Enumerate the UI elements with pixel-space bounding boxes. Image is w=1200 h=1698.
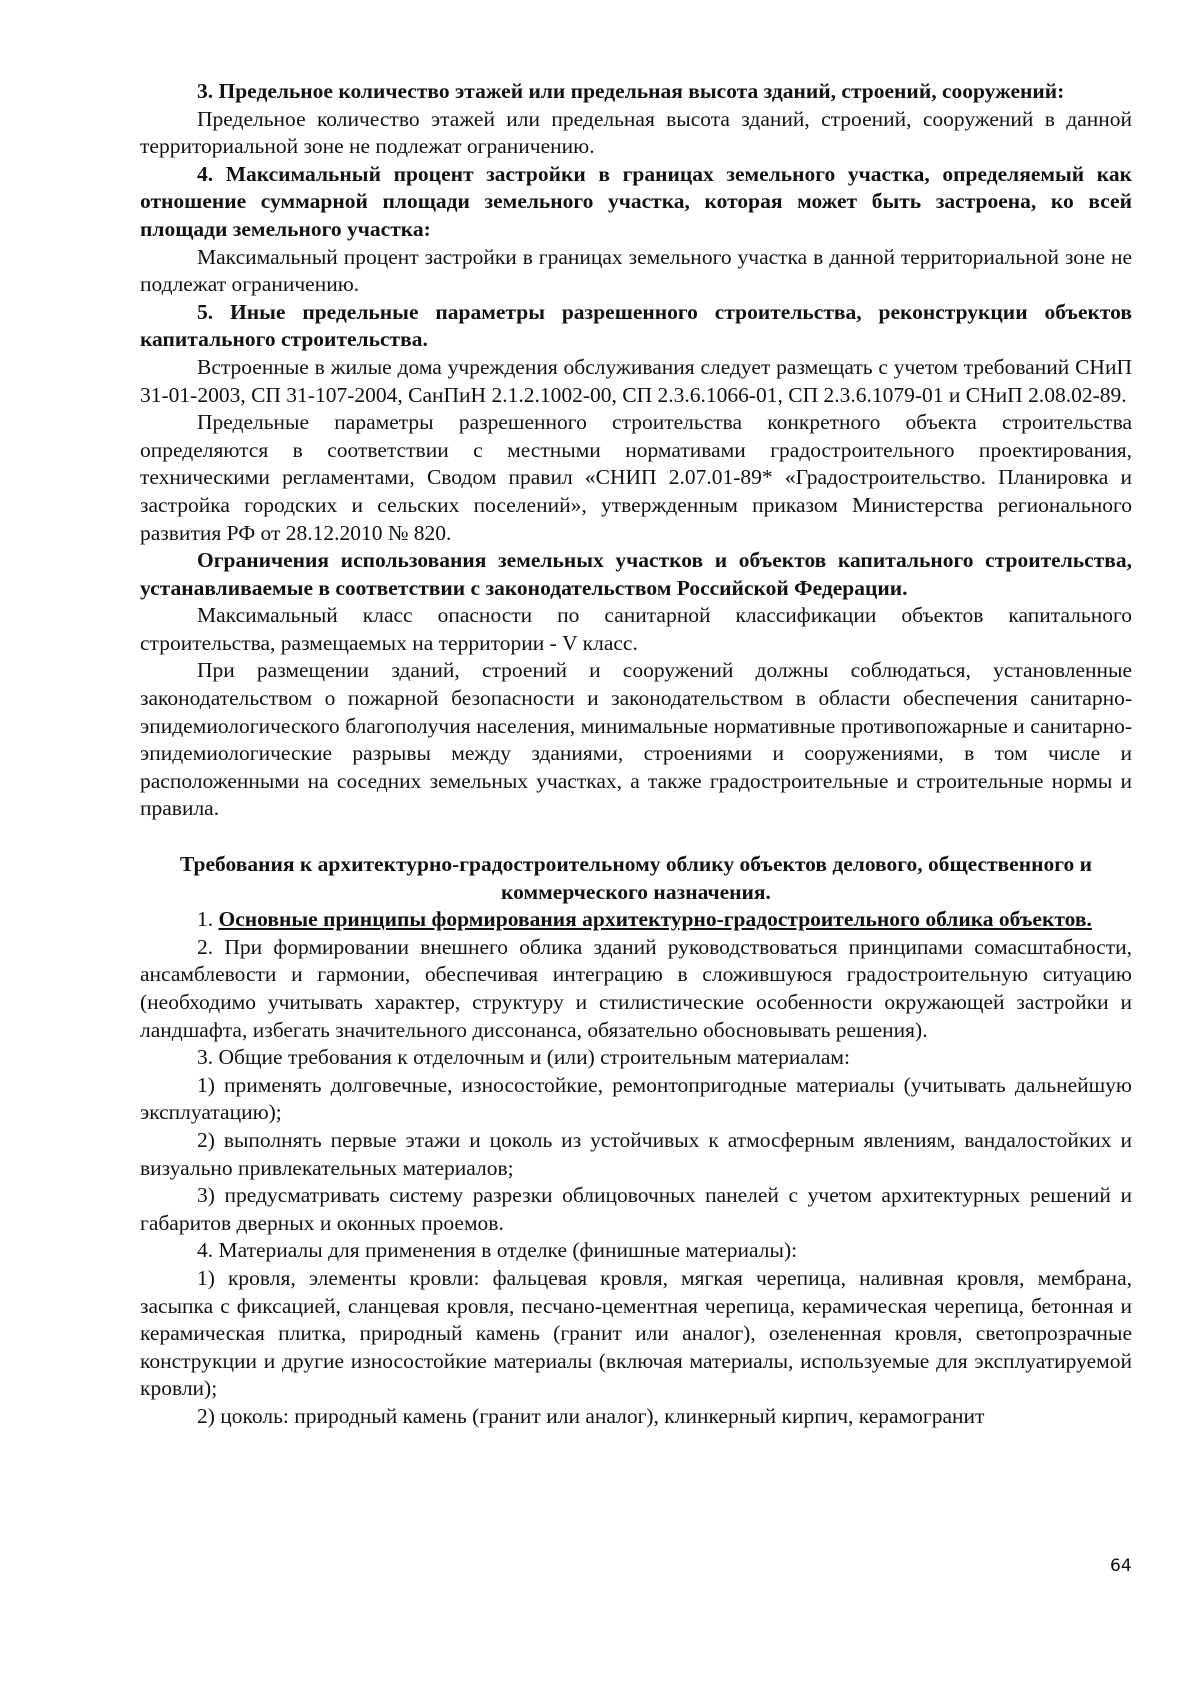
page-number: 64	[1110, 1556, 1132, 1576]
paragraph-max-floors: Предельное количество этажей или предельная высота зданий, строений, сооружений в данной территориальной зоне не подлежат ограничению.	[140, 106, 1132, 159]
paragraph-finish-materials: 4. Материалы для применения в отделке (финишные материалы):	[197, 1238, 798, 1263]
section-heading: Требования к архитектурно-градостроительному облику объектов делового, общественного и коммерческого назначения.	[180, 852, 1092, 904]
paragraph-materials-general: 3. Общие требования к отделочным и (или) строительным материалам:	[197, 1045, 850, 1070]
list-item-number: 1.	[197, 907, 214, 932]
heading-max-floors: 3. Предельное количество этажей или предельная высота зданий, строений, сооружений:	[197, 79, 1065, 103]
heading-other-parameters: 5. Иные предельные параметры разрешенного строительства, реконструкции объектов капитального строительства.	[140, 299, 1132, 352]
paragraph-plinth: 2) цоколь: природный камень (гранит или аналог), клинкерный кирпич, керамогранит	[197, 1403, 985, 1428]
paragraph-placement-rules: При размещении зданий, строений и сооружений должны соблюдаться, установленные законодательством о пожарной безопасности и законодательством в области обеспечения санитарно-эпидемиологического благополучия населения, минимальные нормативные противопожарные и санитарно-эпидемиологические разрывы между зданиями, строениями и сооружениями, в том числе и расположенными на соседних земельных участках, а также градостроительные и строительные нормы и правила.	[140, 658, 1132, 821]
heading-land-restrictions: Ограничения использования земельных участков и объектов капитального строительства, устанавливаемые в соответствии с законодательством Российской Федерации.	[140, 548, 1132, 600]
paragraph-building-percent: Максимальный процент застройки в границах земельного участка в данной территориальной зоне не подлежат ограничению.	[140, 244, 1132, 297]
paragraph-materials-item-1: 1) применять долговечные, износостойкие, ремонтопригодные материалы (учитывать дальнейшую эксплуатацию);	[140, 1072, 1132, 1125]
paragraph-hazard-class: Максимальный класс опасности по санитарной классификации объектов капитального строительства, размещаемых на территории - V класс.	[140, 603, 1132, 655]
list-item-principles	[140, 906, 1132, 934]
heading-building-percent: 4. Максимальный процент застройки в границах земельного участка, определяемый как отношение суммарной площади земельного участка, которая может быть застроена, ко всей площади земельного участка:	[140, 161, 1132, 241]
paragraph-materials-item-2: 2) выполнять первые этажи и цоколь из устойчивых к атмосферным явлениям, вандалостойких и визуально привлекательных материалов;	[140, 1127, 1132, 1180]
paragraph-built-in-facilities: Встроенные в жилые дома учреждения обслуживания следует размещать с учетом требований СНиП 31-01-2003, СП 31-107-2004, СанПиН 2.1.2.1002-00, СП 2.3.6.1066-01, СП 2.3.6.1079-01 и СНиП 2.08.02-89.	[140, 354, 1132, 407]
paragraph-facade-formation: 2. При формировании внешнего облика зданий руководствоваться принципами сомасштабности, ансамблевости и гармонии, обеспечивая интеграцию в сложившуюся градостроительную ситуацию (необходимо учитывать характер, структуру и стилистические особенности окружающей застройки и ландшафта, избегать значительного диссонанса, обязательно обосновывать решения).	[140, 934, 1132, 1042]
list-item-principles-text: Основные принципы формирования архитектурно-градостроительного облика объектов.	[218, 907, 1092, 932]
paragraph-limit-parameters: Предельные параметры разрешенного строительства конкретного объекта строительства определяются в соответствии с местными нормативами градостроительного проектирования, техническими регламентами, Сводом правил «СНИП 2.07.01-89* «Градостроительство. Планировка и застройка городских и сельских поселений», утвержденным приказом Министерства регионального развития РФ от 28.12.2010 № 820.	[140, 410, 1132, 545]
document-page	[140, 78, 1132, 1431]
paragraph-materials-item-3: 3) предусматривать систему разрезки облицовочных панелей с учетом архитектурных решений и габаритов дверных и оконных проемов.	[140, 1183, 1132, 1235]
paragraph-roofing: 1) кровля, элементы кровли: фальцевая кровля, мягкая черепица, наливная кровля, мембрана, засыпка с фиксацией, сланцевая кровля, песчано-цементная черепица, керамическая черепица, бетонная и керамическая плитка, природный камень (гранит или аналог), озелененная кровля, светопрозрачные конструкции и другие износостойкие материалы (включая материалы, используемые для эксплуатируемой кровли);	[140, 1265, 1132, 1401]
